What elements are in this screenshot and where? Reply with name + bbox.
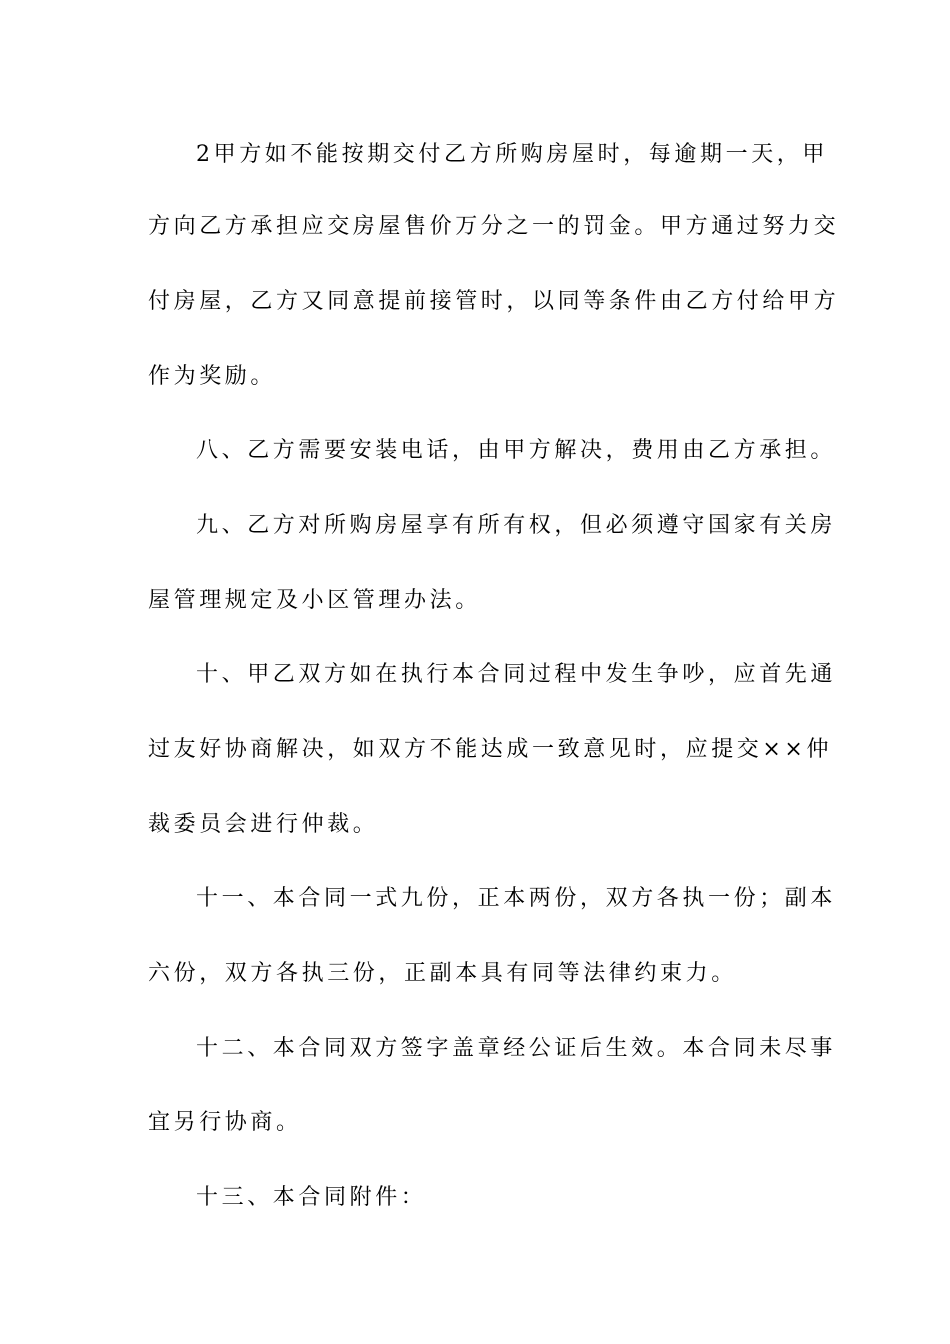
clause-11-line-2: 六份，双方各执三份，正副本具有同等法律约束力。 bbox=[148, 961, 737, 986]
clause-9-line-2: 屋管理规定及小区管理办法。 bbox=[148, 588, 481, 613]
clause-10-line-1: 十、甲乙双方如在执行本合同过程中发生争吵，应首先通 bbox=[196, 662, 837, 687]
clause-9-line-1: 九、乙方对所购房屋享有所有权，但必须遵守国家有关房 bbox=[196, 513, 837, 538]
clause-10-line-3: 裁委员会进行仲裁。 bbox=[148, 812, 379, 837]
clause-7-2-line-1: 2甲方如不能按期交付乙方所购房屋时，每逾期一天，甲 bbox=[196, 142, 828, 167]
clause-11-line-1: 十一、本合同一式九份，正本两份，双方各执一份；副本 bbox=[196, 886, 837, 911]
clause-12-line-2: 宜另行协商。 bbox=[148, 1110, 302, 1135]
clause-7-2-line-4: 作为奖励。 bbox=[148, 364, 277, 389]
clause-13-line-1: 十三、本合同附件： bbox=[196, 1185, 427, 1210]
clause-7-2-line-3: 付房屋，乙方又同意提前接管时，以同等条件由乙方付给甲方 bbox=[148, 289, 840, 314]
clause-10-line-2: 过友好协商解决，如双方不能达成一致意见时，应提交××仲 bbox=[148, 737, 833, 762]
clause-8-line-1: 八、乙方需要安装电话，由甲方解决，费用由乙方承担。 bbox=[196, 438, 837, 463]
clause-7-2-line-2: 方向乙方承担应交房屋售价万分之一的罚金。甲方通过努力交 bbox=[148, 214, 840, 239]
clause-12-line-1: 十二、本合同双方签字盖章经公证后生效。本合同未尽事 bbox=[196, 1036, 837, 1061]
